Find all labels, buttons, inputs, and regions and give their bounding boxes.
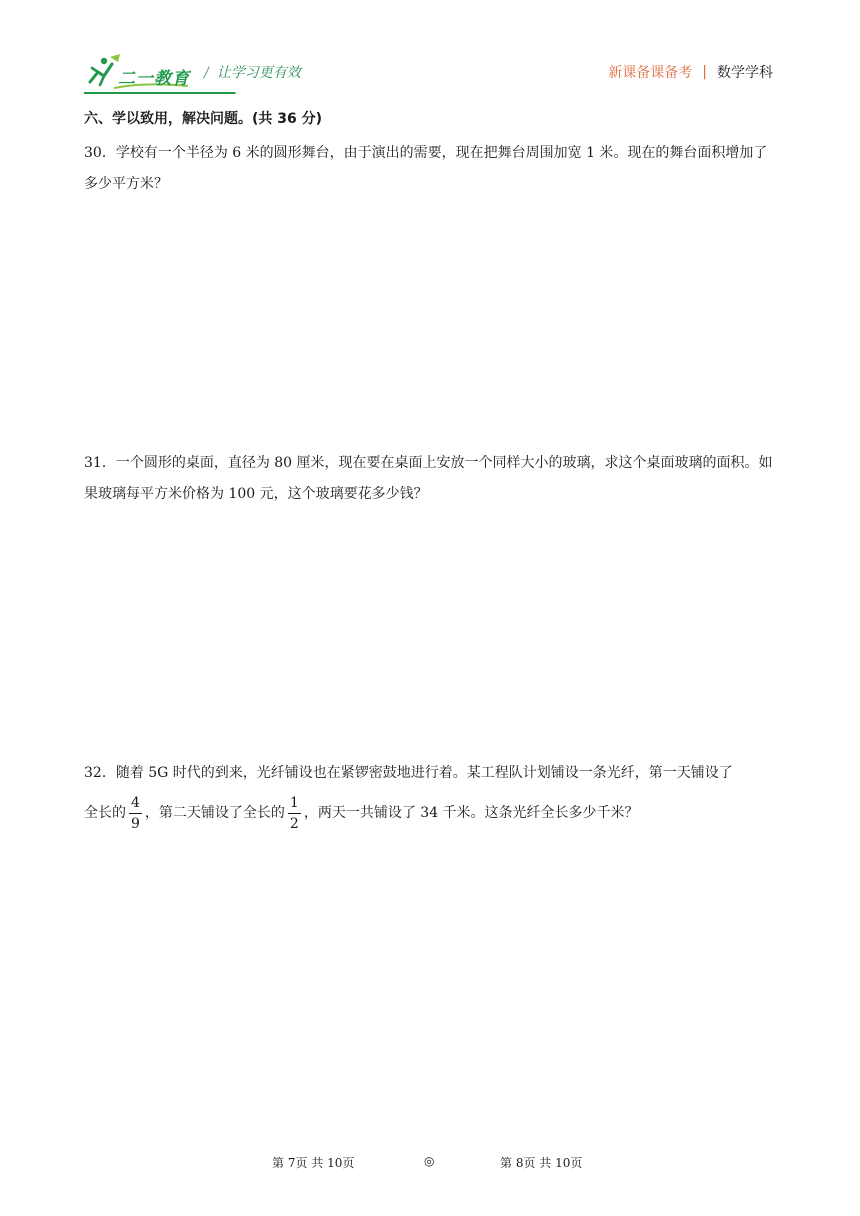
header-subject [608,62,773,82]
fraction-denominator: 2 [289,815,299,832]
page-header [0,0,860,100]
question-30: 30．学校有一个半径为 6 米的圆形舞台，由于演出的需要，现在把舞台周围加宽 1 米。现在的舞台面积增加了多少平方米？ [84,145,768,192]
question-32-part-c: ，两天一共铺设了 34 千米。这条光纤全长多少千米？ [303,804,639,821]
header-subject-label: 数学学科 [717,65,773,81]
fraction-numerator: 1 [289,794,299,811]
fraction-one-half [288,795,301,832]
fraction-bar [129,813,142,814]
footer-page-right: 第 8页 共 10页 [500,1156,583,1170]
question-32-line-2 [84,789,774,837]
header-separator: | [702,64,707,80]
question-32-part-b: ，第二天铺设了全长的 [144,804,285,821]
slogan-text: 让学习更有效 [216,65,301,81]
logo-text: 二一教育 [118,69,190,89]
question-32-part-a: 全长的 [84,804,126,821]
question-32-line-1: 32．随着 5G 时代的到来，光纤铺设也在紧锣密鼓地进行着。某工程队计划铺设一条光纤，第一天铺设了 [84,765,733,781]
header-divider [84,92,772,94]
slogan-slash: / [204,65,209,81]
footer-page-left: 第 7页 共 10页 [272,1156,355,1170]
fraction-four-ninths [129,795,142,832]
section-title: 六、学以致用，解决问题。(共 36 分) [84,111,323,127]
question-31: 31．一个圆形的桌面，直径为 80 厘米，现在要在桌面上安放一个同样大小的玻璃，求这个桌面玻璃的面积。如果玻璃每平方米价格为 100 元，这个玻璃要花多少钱？ [84,455,773,502]
header-course-label: 新课备课备考 [608,65,693,81]
slogan [204,62,301,82]
logo [84,52,194,92]
question-32 [84,758,774,837]
fraction-denominator: 9 [131,815,140,832]
fraction-bar [288,813,301,814]
fraction-numerator: 4 [131,794,140,811]
footer-mark: ◎ [424,1154,435,1168]
